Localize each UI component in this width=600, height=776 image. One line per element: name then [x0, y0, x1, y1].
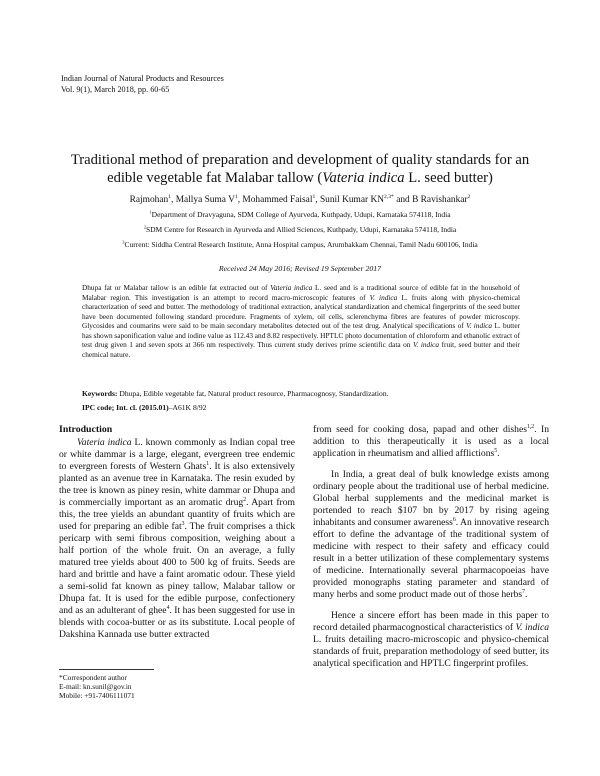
footnote-mobile: Mobile: +91-7406111071 — [59, 691, 135, 701]
intro-paragraph-1 — [59, 437, 295, 641]
title-line-1: Traditional method of preparation and development of quality standards for an — [70, 152, 530, 168]
abstract-text: L. seed and is a traditional source of edible fat in the household of Malabar region. This investigation is an attempt to record macro-microscopic features of — [82, 283, 520, 302]
paragraph-text: . — [497, 448, 500, 459]
title-text: edible vegetable fat Malabar tallow ( — [107, 170, 323, 186]
author-name: Mohammed Faisal — [242, 195, 313, 205]
citation: 1,2 — [526, 423, 535, 430]
affiliation-3 — [40, 240, 560, 250]
keywords-text: Dhupa, Edible vegetable fat, Natural product resource, Pharmacognosy, Standardization. — [117, 389, 389, 398]
intro-paragraph-2 — [313, 469, 549, 601]
paragraph-text: . An innovative research effort to define the advantage of the traditional system of medicine with respect to their safety and efficacy could result in a better utilization of these complementary systems of medicine. Internationally several pharmacopoeias have provided monographs stating parameter and standard of many herbs and some product made out of those herbs — [313, 517, 549, 600]
affiliation-sup: 3 — [122, 239, 125, 245]
paragraph-text: . Apart from this, the tree yields an abundant quantity of fruits which are used for preparing an edible fat — [59, 497, 295, 532]
abstract-text: fruit, seed butter and their chemical nature. — [82, 340, 520, 359]
affiliation-2 — [40, 225, 560, 235]
author-sup: 1 — [168, 193, 171, 200]
right-column — [313, 424, 549, 670]
title-species: Vateria indica — [322, 170, 405, 186]
paragraph-text: . It has been suggested for use in blends with cocoa-butter or as its substitute. Local people of Dakshina Kannada use butter extracted — [59, 605, 295, 640]
keywords-label: Keywords: — [82, 389, 118, 398]
affiliation-sup: 1 — [149, 209, 152, 215]
affiliation-1 — [40, 210, 560, 220]
citation: 4 — [166, 604, 170, 611]
citation: 3 — [181, 520, 185, 527]
intro-paragraph-3 — [313, 610, 549, 670]
author-list: Rajmohan$^1$, Mallya Suma $V^1$, Mohammed Faisal$^1$, Sunil Kumar $KN^{2,3*}$ and B Ravishankar$^2$ — [129, 193, 471, 205]
abstract — [82, 283, 520, 359]
journal-name: Indian Journal of Natural Products and Resources — [61, 74, 224, 83]
ipc-label: IPC code; Int. cl. (2015.01) — [82, 403, 169, 412]
paragraph-text: . — [525, 589, 528, 600]
author-sup: 2 — [467, 193, 471, 200]
abstract-text: Dhupa fat or Malabar tallow is an edible fat extracted out of — [82, 283, 271, 292]
abstract-species: V. indica — [412, 340, 440, 349]
citation: 5 — [494, 447, 498, 454]
affiliation-text: Department of Dravyaguna, SDM College of Ayurveda, Kuthpady, Udupi, Karnataka 574118, India — [151, 210, 451, 219]
citation: 1 — [206, 460, 210, 467]
section-heading-introduction: Introduction — [59, 424, 113, 435]
abstract-species: V. indica — [369, 292, 398, 302]
paper-title — [40, 151, 560, 187]
author-sup: 2,3* — [384, 193, 394, 200]
paragraph-text: . The fruit comprises a thick pericarp with semi fibrous composition, weighing about a half portion of the whole fruit. On an average, a fully matured tree yields about 400 to 500 kg of fruits. Seeds are hard and brittle and have a faint aromatic odour. These yield a semi-solid fat known as piney tallow, Malabar tallow or Dhupa fat. It is used for the edible purpose, confectionery and as an adulterant of ghee — [59, 521, 295, 616]
species-name: Vateria indica — [77, 437, 132, 448]
species-name: V. indica — [515, 622, 550, 633]
author-name: Sunil Kumar KN — [319, 195, 384, 205]
affiliation-text: Current: Siddha Central Research Institute, Anna Hospital campus, Arumbakkam Chennai, Tamil Nadu 600106, India — [124, 240, 478, 249]
author-name: B Ravishankar — [412, 195, 468, 205]
paragraph-text: Hence a sincere effort has been made in this paper to record detailed pharmacognostical characteristics of — [313, 610, 549, 633]
paragraph-text: L. fruits detailing macro-microscopic and physico-chemical standards of fruit, preparation methodology of seed butter, its analytical specification and HPTLC fingerprint profiles. — [313, 634, 549, 669]
footnote-rule — [59, 669, 154, 670]
received-dates: Received 24 May 2016; Revised 19 September 2017 — [218, 264, 382, 273]
left-column — [59, 424, 295, 641]
paragraph-text: In India, a great deal of bulk knowledge exists among ordinary people about the traditional use of herbal medicine. Global herbal supplements and the medicinal market is portended to reach $107 bn by 2017 by rising ageing inhabitants and consumer awareness — [313, 469, 549, 528]
paragraph-text: L. known commonly as Indian copal tree or white dammar is a large, elegant, evergreen tree endemic to evergreen forests of Western Ghats — [59, 437, 296, 472]
abstract-species: V. indica — [466, 321, 493, 330]
title-text-end: L. seed butter) — [404, 170, 493, 186]
paragraph-text: from seed for cooking dosa, papad and other dishes — [313, 424, 527, 435]
journal-header — [61, 73, 224, 95]
footnote — [59, 673, 135, 701]
abstract-species: Vateria indica — [270, 283, 313, 292]
title-line-2 — [40, 169, 560, 187]
abstract-text: L. butter has shown saponification value and iodine value as 112.43 and 8.82 respectively. HPTLC photo documentation of chloroform and ethanolic extract of test drug given 1 and seven spots at 366 nm respectively. Thus current study derives prime scientific data on — [82, 321, 520, 349]
citation: 2 — [243, 496, 247, 503]
citation: 7 — [522, 588, 526, 595]
journal-issue: Vol. 9(1), March 2018, pp. 60-65 — [61, 85, 170, 94]
keywords — [82, 389, 522, 399]
ipc-text: –A61K 8/92 — [168, 403, 207, 412]
paragraph-text: . In addition to this therapeutically it is used as a local application in rheumatism and allied afflictions — [313, 424, 549, 459]
affiliation-text: SDM Centre for Research in Ayurveda and Allied Sciences, Kuthpady, Udupi, Karnataka 574118, India — [145, 225, 457, 234]
intro-paragraph-1-cont — [313, 424, 549, 460]
paragraph-text: . It is also extensively planted as an avenue tree in Karnataka. The resin exuded by the tree is known as piney resin, white dammar or Dhupa and is commercially important as an aromatic drug — [59, 461, 295, 508]
author-sup: 1 — [234, 193, 238, 200]
ipc-code — [82, 403, 522, 412]
author-name: Rajmohan — [129, 195, 169, 205]
author-name: Mallya Suma V — [175, 195, 235, 205]
citation: 6 — [452, 516, 456, 523]
author-sup: 1 — [312, 193, 316, 200]
footnote-correspondent: *Correspondent author — [59, 673, 127, 682]
footnote-email: E-mail: kn.sunil@gov.in — [59, 682, 132, 692]
abstract-text: L. fruits along with physico-chemical characterization of seed and butter. The methodology of traditional extraction, analytical standardization and chemical fingerprints of the seed butter have been documented following standard procedure. Fragments of xylem, oil cells, sclerenchyma fibres are features of powder microscopy. Glycosides and coumarins were said to be main secondary metabolites detected out of the test drug. Analytical specifications of — [82, 292, 520, 330]
affiliation-sup: 2 — [143, 224, 146, 230]
